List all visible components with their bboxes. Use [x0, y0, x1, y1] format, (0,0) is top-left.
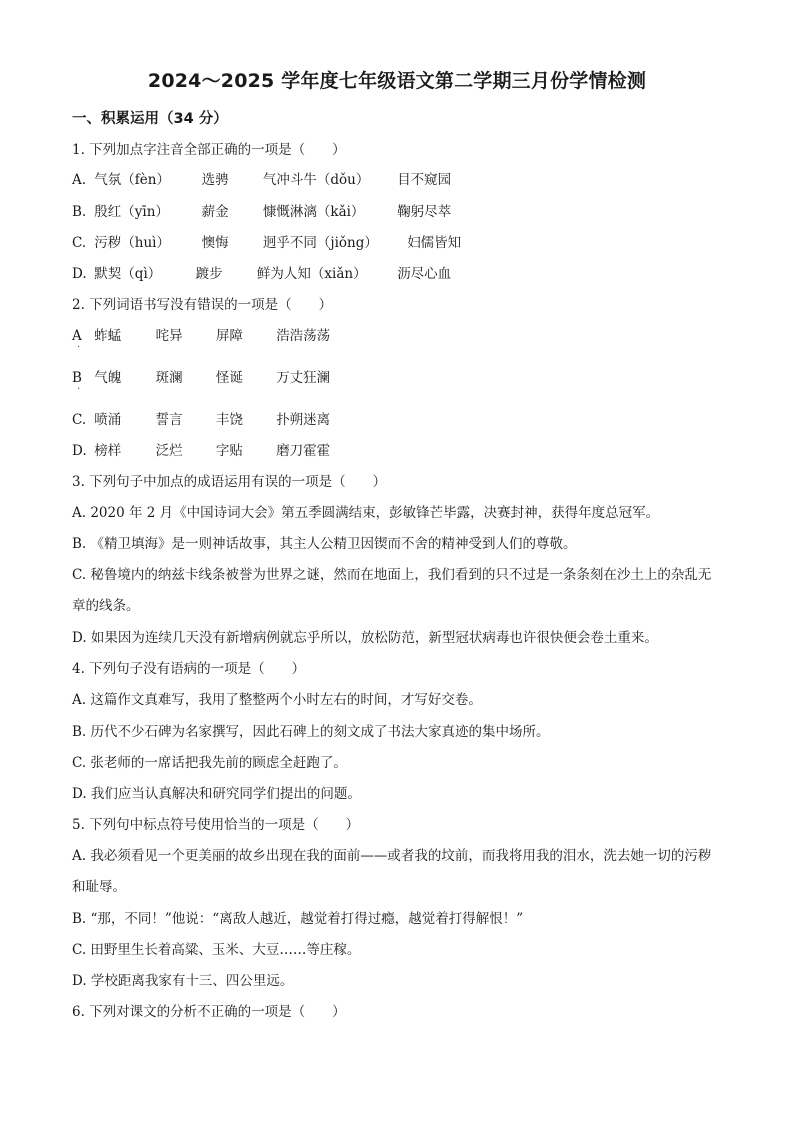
q3-option-c[interactable]: C. 秘鲁境内的纳兹卡线条被誉为世界之谜，然而在地面上，我们看到的只不过是一条条刻在沙土上的杂乱无章的线条。 — [72, 567, 712, 614]
page-title: 2024～2025 学年度七年级语文第二学期三月份学情检测 — [147, 70, 647, 92]
emphasis-dot: · — [77, 342, 81, 353]
q5-stem: 5. 下列句中标点符号使用恰当的一项是（ ） — [72, 817, 360, 833]
q3-stem: 3. 下列句子中加点的成语运用有误的一项是（ ） — [72, 474, 387, 490]
q4-option-b[interactable]: B. 历代不少石碑为名家撰写，因此石碑上的刻文成了书法大家真迹的集中场所。 — [72, 724, 550, 740]
q2-stem: 2. 下列词语书写没有错误的一项是（ ） — [72, 297, 333, 313]
q5-option-d[interactable]: D. 学校距离我家有十三、四公里远。 — [72, 973, 294, 989]
q4-option-a[interactable]: A. 这篇作文真难写，我用了整整两个小时左右的时间，才写好交卷。 — [72, 692, 482, 708]
q1-stem: 1. 下列加点字注音全部正确的一项是（ ） — [72, 142, 346, 158]
q2-option-a[interactable]: A 蚱蜢 咤异 屏障 浩浩荡荡 — [72, 328, 331, 344]
q5-option-b[interactable]: B. “那，不同！”他说：“离敌人越近，越觉着打得过瘾，越觉着打得解恨！” — [72, 911, 524, 927]
q5-option-c[interactable]: C. 田野里生长着高粱、玉米、大豆……等庄稼。 — [72, 942, 361, 958]
q3-option-d[interactable]: D. 如果因为连续几天没有新增病例就忘乎所以，放松防范，新型冠状病毒也许很快便会卷土重来。 — [72, 630, 658, 646]
q4-option-c[interactable]: C. 张老师的一席话把我先前的顾虑全赶跑了。 — [72, 755, 347, 771]
q1-option-a[interactable]: A. 气氛（fèn） 选骋 气冲斗牛（dǒu） 目不窥园 — [72, 172, 452, 188]
q5-option-a[interactable]: A. 我必须看见一个更美丽的故乡出现在我的面前——或者我的坟前，而我将用我的泪水，洗去她一切的污秽和耻辱。 — [72, 848, 712, 895]
emphasis-dot: · — [77, 384, 81, 395]
q2-option-d[interactable]: D. 榜样 泛烂 字贴 磨刀霍霍 — [72, 443, 331, 459]
q1-option-c[interactable]: C. 污秽（huì） 懊悔 迥乎不同（jiǒng） 妇儒皆知 — [72, 235, 462, 251]
q4-option-d[interactable]: D. 我们应当认真解决和研究同学们提出的问题。 — [72, 786, 361, 802]
q3-option-a[interactable]: A. 2020 年 2 月《中国诗词大会》第五季圆满结束，彭敏锋芒毕露，决赛封神，获得年度总冠军。 — [72, 505, 660, 521]
q2-option-b[interactable]: B 气魄 斑澜 怪诞 万丈狂澜 — [72, 370, 331, 386]
q4-stem: 4. 下列句子没有语病的一项是（ ） — [72, 661, 306, 677]
q6-stem: 6. 下列对课文的分析不正确的一项是（ ） — [72, 1004, 346, 1020]
section-heading: 一、积累运用（34 分） — [72, 111, 228, 127]
q1-option-b[interactable]: B. 殷红（yīn） 薪金 慷慨淋漓（kǎi） 鞠躬尽萃 — [72, 204, 452, 220]
q2-option-c[interactable]: C. 喷涌 誓言 丰饶 扑朔迷离 — [72, 412, 331, 428]
q3-option-b[interactable]: B. 《精卫填海》是一则神话故事，其主人公精卫因锲而不舍的精神受到人们的尊敬。 — [72, 536, 577, 552]
q1-option-d[interactable]: D. 默契（qì） 踱步 鲜为人知（xiǎn） 沥尽心血 — [72, 266, 452, 282]
